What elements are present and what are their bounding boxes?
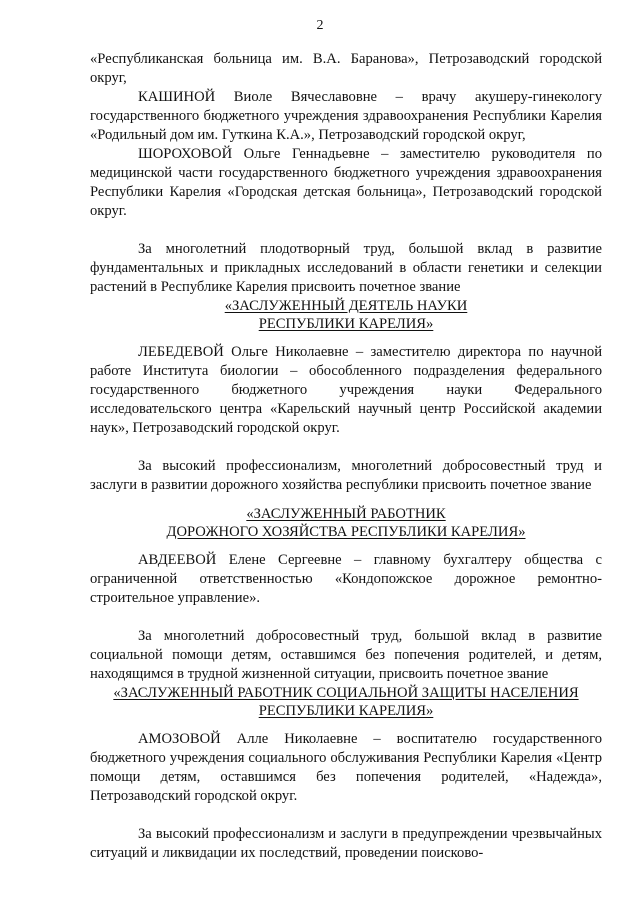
paragraph-emergency-award-intro: За высокий профессионализм и заслуги в предупреждении чрезвычайных ситуаций и ликвидации их последствий, проведении поисково- (90, 826, 602, 861)
title-road-line2: ДОРОЖНОГО ХОЗЯЙСТВА РЕСПУБЛИКИ КАРЕЛИЯ» (166, 524, 526, 540)
paragraph-science-award-intro: За многолетний плодотворный труд, большой вклад в развитие фундаментальных и прикладных исследований в области генетики и селекции растений в Республике Карелия присвоить почетное звание (90, 241, 602, 295)
paragraph-kashina: КАШИНОЙ Виоле Вячеславовне – врачу акушеру-гинекологу государственного бюджетного учреждения здравоохранения Республики Карелия «Родильный дом им. Гуткина К.А.», Петрозаводский городской округ, (90, 89, 602, 143)
title-social-line1: «ЗАСЛУЖЕННЫЙ РАБОТНИК СОЦИАЛЬНОЙ ЗАЩИТЫ НАСЕЛЕНИЯ (113, 685, 579, 701)
paragraph-avdeeva: АВДЕЕВОЙ Елене Сергеевне – главному бухгалтеру общества с ограниченной ответственностью «Кондопожское дорожное ремонтно-строительное управление». (90, 552, 602, 606)
paragraph-hospital-continuation: «Республиканская больница им. В.А. Баранова», Петрозаводский городской округ, (90, 51, 602, 86)
paragraph-lebedeva: ЛЕБЕДЕВОЙ Ольге Николаевне – заместителю директора по научной работе Института биологии – обособленного подразделения федерального государственного бюджетного учреждения науки Федерального исследовательского центра «Карельский научный центр Российской академии наук», Петрозаводский городской округ. (90, 344, 602, 436)
title-social-line2: РЕСПУБЛИКИ КАРЕЛИЯ» (258, 703, 434, 719)
paragraph-shorokhova: ШОРОХОВОЙ Ольге Геннадьевне – заместителю руководителя по медицинской части государственного бюджетного учреждения здравоохранения Республики Карелия «Городская детская больница», Петрозаводский городской округ. (90, 146, 602, 219)
page-number: 2 (316, 18, 324, 33)
title-science-line2: РЕСПУБЛИКИ КАРЕЛИЯ» (258, 316, 434, 332)
paragraph-amozova: АМОЗОВОЙ Алле Николаевне – воспитателю государственного бюджетного учреждения социального обслуживания Республики Карелия «Центр помощи детям, оставшимся без попечения родителей, «Надежда», Петрозаводский городской округ. (90, 731, 602, 804)
paragraph-road-award-intro: За высокий профессионализм, многолетний добросовестный труд и заслуги в развитии дорожного хозяйства республики присвоить почетное звание (90, 458, 602, 493)
title-science-line1: «ЗАСЛУЖЕННЫЙ ДЕЯТЕЛЬ НАУКИ (224, 298, 468, 314)
title-road-line1: «ЗАСЛУЖЕННЫЙ РАБОТНИК (246, 506, 446, 522)
paragraph-social-award-intro: За многолетний добросовестный труд, большой вклад в развитие социальной помощи детям, оставшимся без попечения родителей, и детям, находящимся в трудной жизненной ситуации, присвоить почетное звание (90, 628, 602, 682)
document-body (90, 50, 602, 863)
